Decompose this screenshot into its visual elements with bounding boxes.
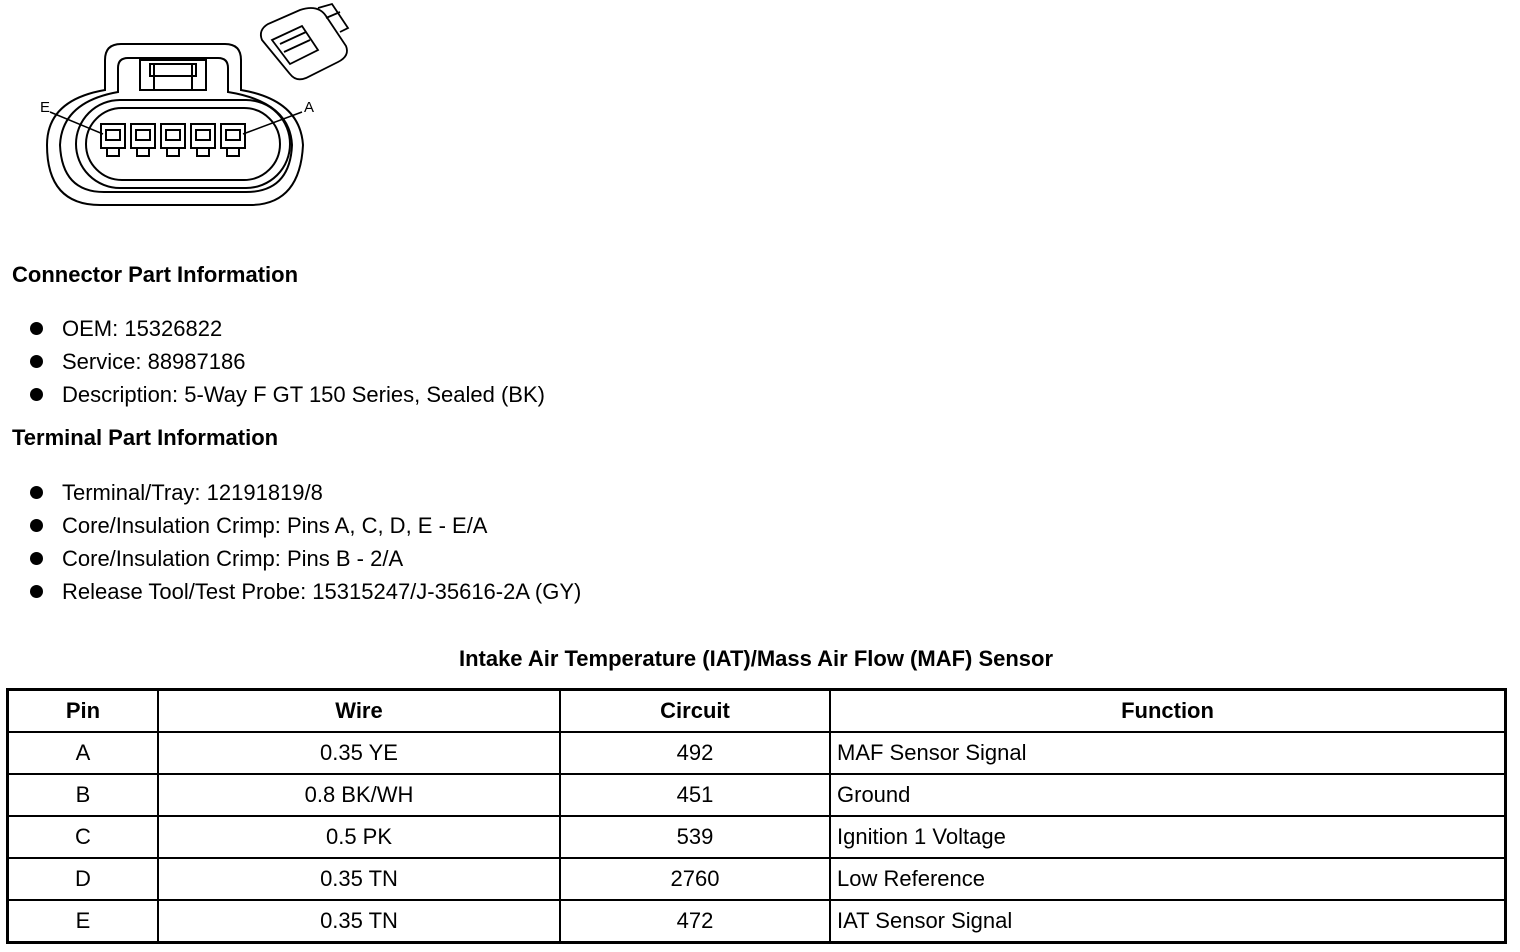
cell-circuit: 2760 [560, 858, 830, 900]
cell-pin: C [8, 816, 159, 858]
bullet-icon [30, 585, 43, 598]
pin-a-label: A [304, 99, 315, 116]
cell-function: MAF Sensor Signal [830, 732, 1506, 774]
bullet-icon [30, 388, 43, 401]
cell-wire: 0.35 TN [158, 900, 560, 943]
list-item: Service: 88987186 [30, 348, 545, 381]
connector-diagram [0, 0, 380, 230]
cell-circuit: 492 [560, 732, 830, 774]
connector-info-heading: Connector Part Information [12, 262, 299, 287]
cell-wire: 0.35 YE [158, 732, 560, 774]
cell-function: Low Reference [830, 858, 1506, 900]
bullet-icon [30, 486, 43, 499]
list-item: Release Tool/Test Probe: 15315247/J-35616-2A (GY) [30, 578, 581, 611]
cell-circuit: 539 [560, 816, 830, 858]
cell-function: Ground [830, 774, 1506, 816]
table-row [8, 774, 1506, 816]
list-item: Description: 5-Way F GT 150 Series, Sealed (BK) [30, 381, 545, 414]
header-wire: Wire [158, 690, 560, 733]
table-row [8, 900, 1506, 943]
cell-function: Ignition 1 Voltage [830, 816, 1506, 858]
header-circuit: Circuit [560, 690, 830, 733]
table-title: Intake Air Temperature (IAT)/Mass Air Flow (MAF) Sensor [458, 646, 1054, 671]
cell-wire: 0.5 PK [158, 816, 560, 858]
table-header-row [8, 690, 1506, 733]
cell-wire: 0.35 TN [158, 858, 560, 900]
pinout-table [6, 688, 1507, 944]
list-item: OEM: 15326822 [30, 315, 545, 348]
cell-pin: B [8, 774, 159, 816]
pin-e-label: E [40, 99, 51, 116]
cell-pin: E [8, 900, 159, 943]
list-item: Core/Insulation Crimp: Pins B - 2/A [30, 545, 581, 578]
cell-function: IAT Sensor Signal [830, 900, 1506, 943]
table-row [8, 858, 1506, 900]
cell-pin: D [8, 858, 159, 900]
bullet-icon [30, 519, 43, 532]
cell-wire: 0.8 BK/WH [158, 774, 560, 816]
list-item: Core/Insulation Crimp: Pins A, C, D, E - E/A [30, 512, 581, 545]
list-item: Terminal/Tray: 12191819/8 [30, 479, 581, 512]
header-function: Function [830, 690, 1506, 733]
header-pin: Pin [8, 690, 159, 733]
bullet-icon [30, 322, 43, 335]
table-row [8, 732, 1506, 774]
terminal-info-list [30, 479, 581, 611]
cell-circuit: 451 [560, 774, 830, 816]
terminal-info-heading: Terminal Part Information [12, 425, 279, 450]
cell-pin: A [8, 732, 159, 774]
cell-circuit: 472 [560, 900, 830, 943]
table-row [8, 816, 1506, 858]
connector-info-list [30, 315, 545, 414]
bullet-icon [30, 355, 43, 368]
bullet-icon [30, 552, 43, 565]
